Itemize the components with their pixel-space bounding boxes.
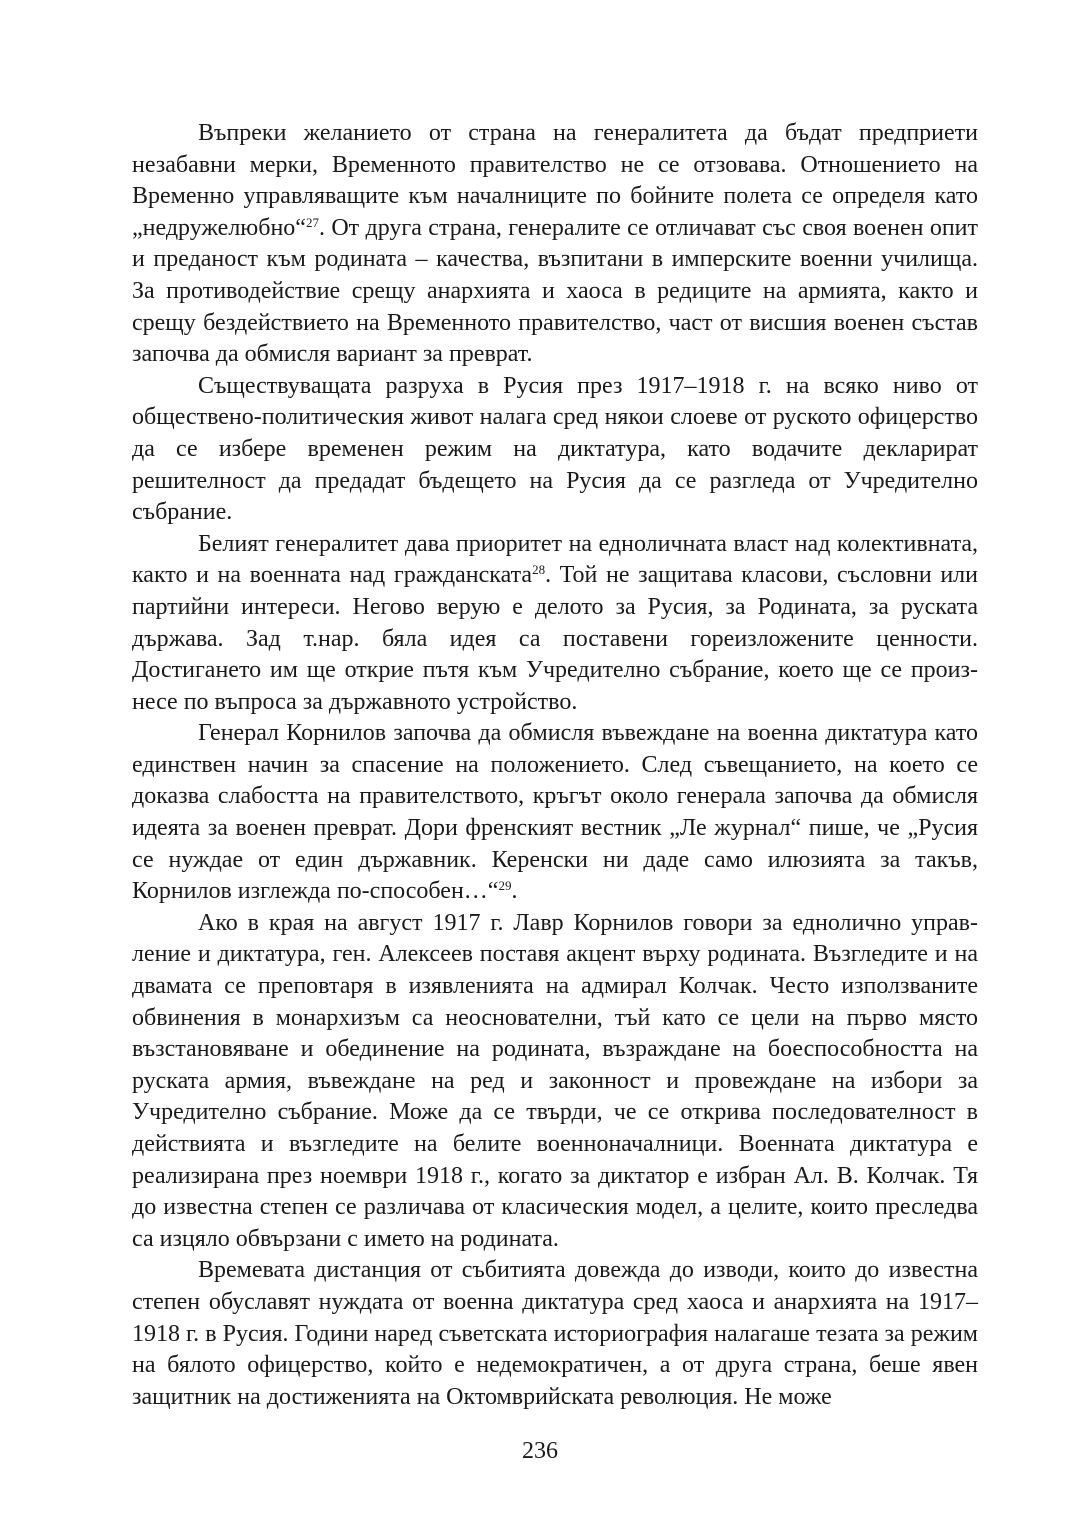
footnote-reference: 28 <box>532 562 546 578</box>
paragraph-text: Генерал Корнилов започва да обмисля въвеждане на военна диктатура като единствен начин за спасение на положението. След съвещанието, на което се доказва слабостта на правителството, кръгът около генерала започва да обмисля идеята за военен преврат. Дори френският вестник „Ле журнал“ пише, че „Русия се нуждае от един държавник. Керенски ни даде само илюзията за такъв, Корнилов изглежда по-способен…“ <box>132 720 978 905</box>
paragraph-text: Въпреки желанието от страна на генералитета да бъдат предприети незабавни мерки, Временното правителство не се отзовава. Отношението на Временно управляващите към началниците по бойните полета се определя като „недружелюбно“ <box>132 120 978 241</box>
paragraph-1 <box>132 118 978 371</box>
paragraph-4 <box>132 718 978 908</box>
footnote-reference: 29 <box>498 878 512 894</box>
paragraph-6: Времевата дистанция от събитията довежда до изводи, които до известна степен обуславят нуждата от военна диктатура сред хаоса и анархията на 1917–1918 г. в Русия. Години наред съветската историография налагаше тезата за режим на бялото офицерство, който е недемократичен, а от друга страна, беше явен защитник на достиженията на Октомврийската революция. Не може <box>132 1257 978 1410</box>
paragraph-text: Белият генералитет дава приоритет на едноличната власт над колективната, както и на военната над гражданската <box>132 530 978 589</box>
paragraph-text: . Той не защитава класови, съсловни или партийни интереси. Негово верую е делото за Русия, за Родината, за руската държава. Зад т.нар. бяла идея са поставени гореизложените ценности. Достигането им ще открие пътя към Учредително събрание, което ще се произнесе по въпроса за държавното устройство. <box>132 562 978 715</box>
paragraph-text: . От друга страна, генералите се отличават със своя военен опит и преданост към родината – качества, възпитани в имперските военни училища. За противодействие срещу анархията и хаоса в редиците на армията, както и срещу бездействието на Временното правителство, част от висшия военен състав започва да обмисля вариант за преврат. <box>132 214 978 368</box>
paragraph-text: . <box>511 878 518 905</box>
page-number: 236 <box>522 1438 558 1464</box>
document-body <box>132 118 978 1413</box>
paragraph-5: Ако в края на август 1917 г. Лавр Корнилов говори за еднолично управление и диктатура, ген. Алексеев поставя акцент върху родината. Възгледите и на двамата се преповтаря в изявленията на адмирал Колчак. Често използваните обвинения в монархизъм са неоснователни, тъй като се цели на първо място възстановяване и обединение на родината, възраждане на боеспособността на руската армия, въвеждане на ред и законност и провеждане на избори за Учредително събрание. Може да се твърди, че се открива последователност в действията и възгледите на белите военноначалници. Военната диктатура е реализирана през ноември 1918 г., когато за диктатор е избран Ал. В. Колчак. Тя до известна степен се различава от класическия модел, а целите, които преследва са изцяло обвързани с името на родината. <box>132 909 978 1252</box>
paragraph-3 <box>132 529 978 719</box>
paragraph-2: Съществуващата разруха в Русия през 1917–1918 г. на всяко ниво от обществено-политическия живот налага сред някои слоеве от руското офицерство да се избере временен режим на диктатура, като водачите декларират решителност да предадат бъдещето на Русия да се разгледа от Учредително събрание. <box>132 372 978 526</box>
footnote-reference: 27 <box>305 214 319 230</box>
